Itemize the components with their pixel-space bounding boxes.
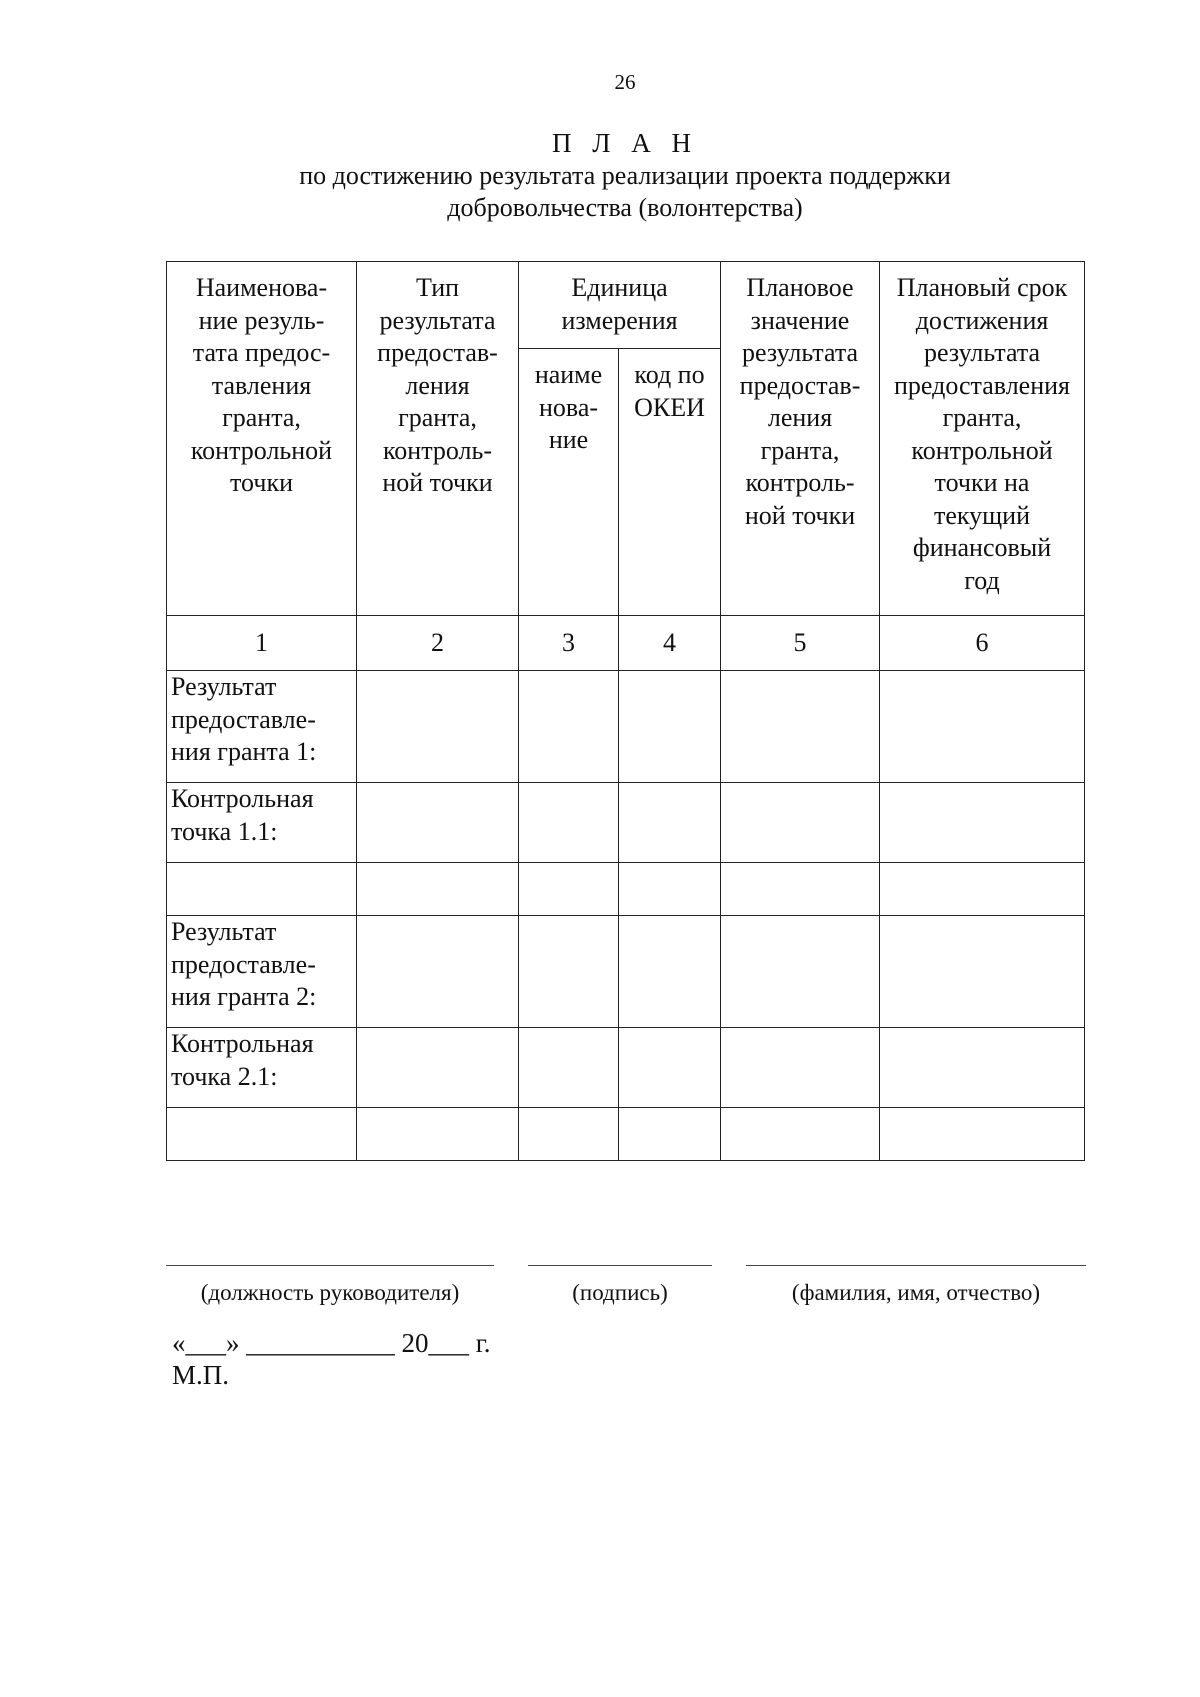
table-cell <box>357 1028 519 1108</box>
header-planned-value: Плановое значение результата предостав- ления гранта, контроль- ной точки <box>721 262 880 616</box>
row-label: Результат предоставле- ния гранта 2: <box>167 916 357 1028</box>
table-cell <box>880 1028 1085 1108</box>
column-number: 1 <box>167 616 357 671</box>
header-planned-deadline: Плановый срок достижения результата предоставления гранта, контрольной точки на текущий финансовый год <box>880 262 1085 616</box>
table-cell <box>519 1028 619 1108</box>
table-cell <box>519 863 619 916</box>
table-cell <box>619 916 721 1028</box>
row-label: Результат предоставле- ния гранта 1: <box>167 671 357 783</box>
position-caption: (должность руководителя) <box>200 1280 460 1305</box>
subtitle-line-1: по достижению результата реализации проекта поддержки <box>299 161 951 190</box>
column-number: 4 <box>619 616 721 671</box>
header-result-type: Тип результата предостав- ления гранта, контроль- ной точки <box>357 262 519 616</box>
document-subtitle <box>0 160 1200 224</box>
table-cell <box>619 671 721 783</box>
table-cell <box>357 863 519 916</box>
table-cell <box>357 916 519 1028</box>
header-unit-name: наиме нова- ние <box>519 349 619 616</box>
table-row <box>167 1108 1085 1161</box>
row-label <box>167 863 357 916</box>
table-cell <box>721 863 880 916</box>
row-label: Контрольная точка 2.1: <box>167 1028 357 1108</box>
table-cell <box>357 783 519 863</box>
table-row <box>167 916 1085 1028</box>
header-okei-code: код по ОКЕИ <box>619 349 721 616</box>
table-row <box>167 671 1085 783</box>
table-cell <box>880 863 1085 916</box>
row-label <box>167 1108 357 1161</box>
table-cell <box>519 916 619 1028</box>
table-cell <box>880 916 1085 1028</box>
column-numbers-row <box>167 616 1085 671</box>
table-cell <box>357 1108 519 1161</box>
full-name-signature-line <box>746 1265 1086 1266</box>
table-cell <box>519 671 619 783</box>
header-result-name: Наименова- ние резуль- тата предос- тавления гранта, контрольной точки <box>167 262 357 616</box>
table-cell <box>357 671 519 783</box>
stamp-mark: М.П. <box>172 1360 230 1390</box>
table-cell <box>721 783 880 863</box>
full-name-caption: (фамилия, имя, отчество) <box>791 1280 1041 1305</box>
plan-table <box>166 261 1085 1161</box>
subtitle-line-2: добровольчества (волонтерства) <box>447 193 803 222</box>
table-cell <box>721 671 880 783</box>
row-label: Контрольная точка 1.1: <box>167 783 357 863</box>
column-number: 6 <box>880 616 1085 671</box>
column-number: 2 <box>357 616 519 671</box>
column-number: 5 <box>721 616 880 671</box>
table-cell <box>519 783 619 863</box>
column-number: 3 <box>519 616 619 671</box>
table-row <box>167 783 1085 863</box>
signature-line <box>528 1265 712 1266</box>
position-signature-line <box>166 1265 494 1266</box>
header-unit-group: Единица измерения <box>519 262 721 349</box>
document-title: П Л А Н <box>551 128 699 158</box>
table-cell <box>619 863 721 916</box>
date-line: «___» ___________ 20___ г. <box>172 1328 491 1358</box>
table-cell <box>721 916 880 1028</box>
table-cell <box>619 1028 721 1108</box>
table-cell <box>619 1108 721 1161</box>
table-cell <box>880 783 1085 863</box>
signature-caption: (подпись) <box>572 1280 668 1305</box>
table-cell <box>721 1108 880 1161</box>
page-number: 26 <box>614 70 636 94</box>
table-row <box>167 1028 1085 1108</box>
table-cell <box>721 1028 880 1108</box>
table-row <box>167 863 1085 916</box>
table-cell <box>619 783 721 863</box>
table-cell <box>880 1108 1085 1161</box>
table-cell <box>880 671 1085 783</box>
table-cell <box>519 1108 619 1161</box>
